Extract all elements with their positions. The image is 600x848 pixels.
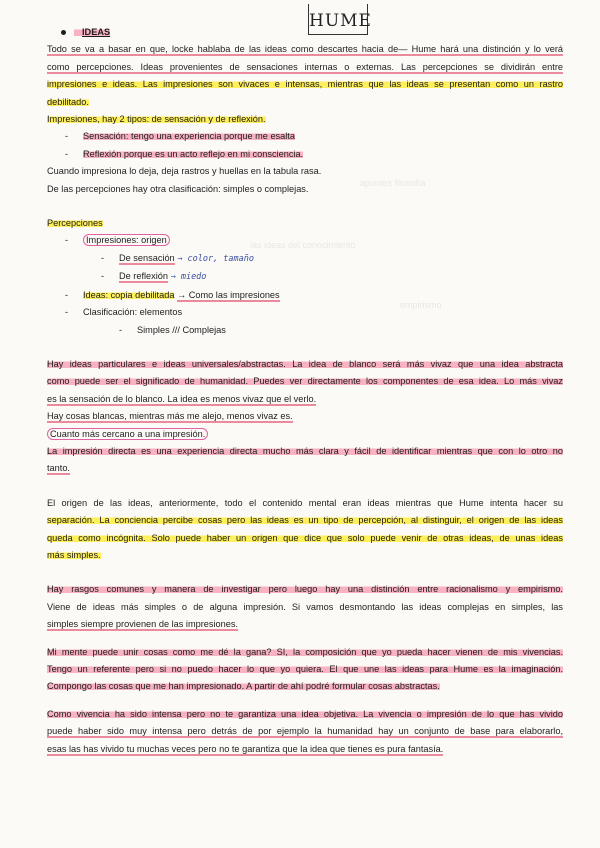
bullet-icon [61, 30, 66, 35]
p5-line-3: simples siempre provienen de las impresiones. [47, 619, 238, 630]
p2-line-1: Cuando impresiona lo deja, deja rastros y huellas en la tabula rasa. [47, 166, 322, 177]
p3-line-6: La impresión directa es una experiencia directa mucho más clara y fácil de identificar mientras que con lo otro no [47, 445, 563, 456]
percepciones-reflexion: - De reflexión → miedo [101, 271, 207, 283]
percepciones-ideas: - Ideas: copia debilitada → Como las impresiones [65, 289, 280, 300]
notes-content [47, 24, 563, 758]
p3-line-5: Cuanto más cercano a una impresión. [47, 426, 563, 443]
p3-line-1: Hay ideas particulares e ideas universales/abstractas. La idea de blanco será más vivaz que una idea abstracta [47, 358, 563, 369]
notes-page: apuntes filosofía las ideas del conocimiento empirismo HUME IDEAS Todo se va a basar en que, locke hablaba de las ideas como descartes hacia de— Hume hará una distinción y lo verá como percepciones. Ideas provenientes de sensaciones internas o externas. Las percepciones se dividirán entre impresiones e ideas. Las impresiones son vivaces e intensas, mientras que las ideas se presentan como un rastro debilitado. Impresiones, hay 2 tipos: de sensación y de reflexión. - Sensación: tengo una experiencia porque me esalta - Reflexión porque es un acto reflejo en mi consciencia. Cuando impresiona lo deja, deja rastros y huellas en la tabula rasa. De las percepciones hay otra clasificación: simples o complejas. Percepciones - Impresiones: origen - De sensación → color, tamaño - De reflexión → miedo - Ideas: copia debilitada → Como las impresiones - Clasificación: elementos - Simples /// Complejas Hay ideas particulares e ideas universales/abstractas. La idea de blanco será más vivaz que una idea abstracta como puede ser el significado de humanidad. Puedes ver directamente los componentes de esa idea. Lo más vivaz es la sensación de lo blanco. La idea es menos vivaz que el verlo. Hay cosas blancas, mientras más me alejo, menos vivaz es. Cuanto más cercano a una impresión. La impresión directa es una experiencia directa mucho más clara y fácil de identificar mientras que con lo otro no tanto. El origen de las ideas, anteriormente, todo el contenido mental eran ideas mientras que Hume intenta hacer su separación. La conciencia percibe cosas pero las ideas es un tipo de percepción, al distinguir, el origen de las ideas queda como incógnita. Solo puede haber un origen que dice que solo puede venir de otras ideas, de unas ideas más simples. Hay rasgos comunes y manera de investigar pero luego hay una distinción entre racionalismo y empirismo. Viene de ideas más simples o de alguna impresión. Si vamos desmontando las ideas complejas en simples, las simples siempre provienen de las impresiones. Mi mente puede unir cosas como me dé la gana? SI, la composición que yo pueda hacer vienen de mis vivencias. Tengo un referente pero si no puedo hacer lo que yo quiera. El que une las ideas para Hume es la imaginación. Compongo las cosas que me han impresionado. A partir de ahí podré formular cosas abstractas. Como vivencia ha sido intensa pero no te garantiza una idea objetiva. La vivencia o impresión de lo que has vivido puede haber sido muy intensa pero detrás de por ejemplo la humanidad hay un conjunto de base para elaborarlo, esas las has vivido tu muchas veces pero no te garantiza que la idea que tienes es pura fantasía. [0, 0, 600, 848]
p1-line-3: impresiones e ideas. Las impresiones son vivaces e intensas, mientras que las ideas se presentan como un rastro [47, 79, 563, 90]
percepciones-clasificacion: - Clasificación: elementos [65, 307, 183, 318]
p6-line-3: Compongo las cosas que me han impresionado. A partir de ahí podré formular cosas abstractas. [47, 681, 440, 692]
p7-line-2: puede haber sido muy intensa pero detrás de por ejemplo la humanidad hay un conjunto de base para elaborarlo, [47, 726, 563, 737]
percepciones-impresiones: - Impresiones: origen [47, 232, 563, 249]
p5-line-2: Viene de ideas más simples o de alguna impresión. Si vamos desmontando las ideas complejas en simples, las [47, 601, 563, 612]
p1-line-2: como percepciones. Ideas provenientes de sensaciones internas o externas. Las percepciones se dividirán entre [47, 61, 563, 72]
section-title [61, 24, 563, 41]
impresiones-item-1: - Sensación: tengo una experiencia porque me esalta [65, 131, 295, 142]
p6-line-1: Mi mente puede unir cosas como me dé la gana? SI, la composición que yo pueda hacer vienen de mis vivencias. [47, 646, 563, 657]
p4-line-2: separación. La conciencia percibe cosas pero las ideas es un tipo de percepción, al distinguir, el origen de las ideas [47, 515, 563, 526]
p7-line-3: esas las has vivido tu muchas veces pero no te garantiza que la idea que tienes es pura fantasía. [47, 743, 444, 754]
title-text: IDEAS [74, 27, 110, 37]
p7-line-1: Como vivencia ha sido intensa pero no te garantiza una idea objetiva. La vivencia o impresión de lo que has vivido [47, 708, 563, 719]
impresiones-item-2: - Reflexión porque es un acto reflejo en mi consciencia. [65, 148, 304, 159]
percepciones-heading: Percepciones [47, 218, 103, 229]
p1-line-4: debilitado. [47, 96, 89, 107]
p6-line-2: Tengo un referente pero si no puedo hacer lo que yo quiera. El que une las ideas para Hume es la imaginación. [47, 664, 563, 674]
p3-line-7: tanto. [47, 463, 70, 474]
p3-line-4: Hay cosas blancas, mientras más me alejo, menos vivaz es. [47, 411, 293, 422]
percepciones-sensacion: - De sensación → color, tamaño [101, 252, 254, 264]
p3-line-3: es la sensación de lo blanco. La idea es menos vivaz que el verlo. [47, 393, 317, 404]
p4-line-1: El origen de las ideas, anteriormente, todo el contenido mental eran ideas mientras que Hume intenta hacer su [47, 497, 563, 508]
percepciones-simples: - Simples /// Complejas [119, 324, 226, 335]
p4-line-4: más simples. [47, 549, 101, 560]
p5-line-1: Hay rasgos comunes y manera de investigar pero luego hay una distinción entre racionalismo y empirismo. [47, 584, 563, 595]
p2-line-2: De las percepciones hay otra clasificación: simples o complejas. [47, 183, 309, 194]
header-handwritten: HUME [308, 4, 368, 35]
p1-line-1: Todo se va a basar en que, locke hablaba de las ideas como descartes hacia de— Hume hará una distinción y lo verá [47, 44, 563, 55]
impresiones-intro: Impresiones, hay 2 tipos: de sensación y de reflexión. [47, 114, 266, 125]
p3-line-2: como puede ser el significado de humanidad. Puedes ver directamente los componentes de esa idea. Lo más vivaz [47, 376, 563, 387]
p4-line-3: queda como incógnita. Solo puede haber un origen que dice que solo puede venir de otras ideas, de unas ideas [47, 532, 563, 543]
